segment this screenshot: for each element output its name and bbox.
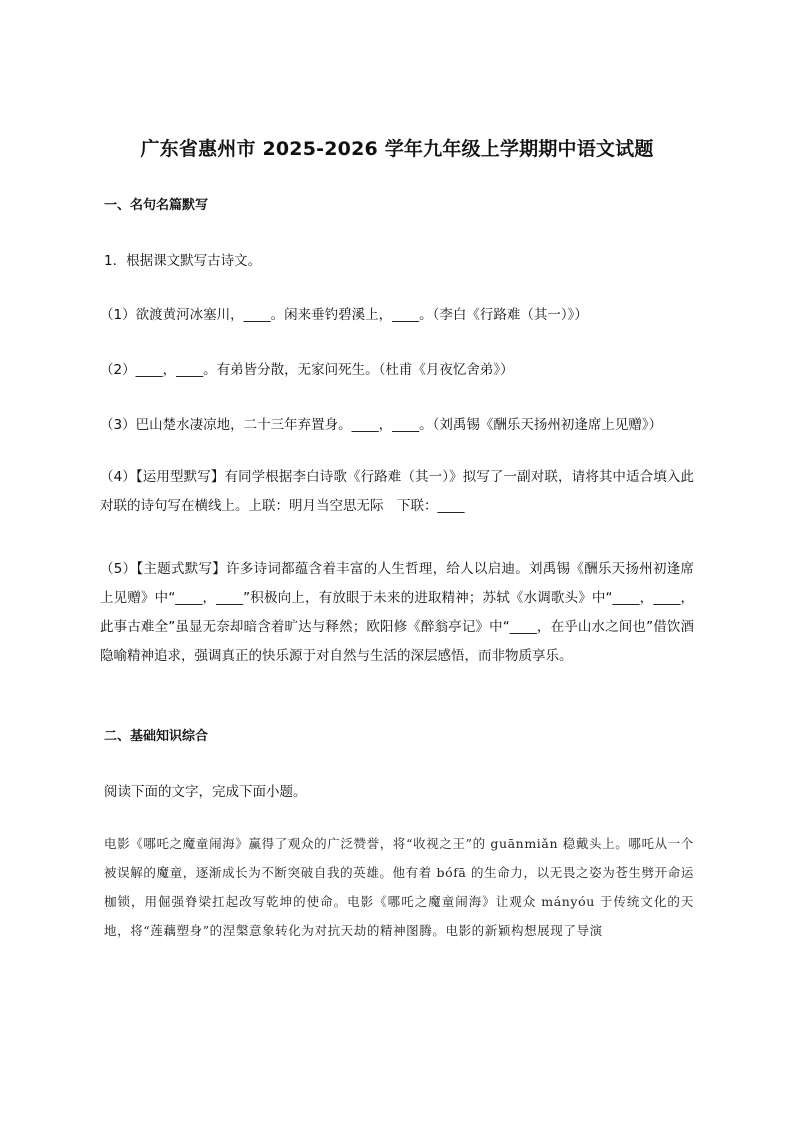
section-heading-2: 二、基础知识综合 bbox=[104, 729, 209, 744]
reading-instruction: 阅读下面的文字，完成下面小题。 bbox=[104, 784, 307, 800]
reading-passage: 电影《哪吒之魔童闹海》赢得了观众的广泛赞誉，将“收视之王”的 guānmiǎn 稳戴头上。哪吒从一个被误解的魔童，逐渐成长为不断突破自我的英雄。他有着 bófā 的生命力，以无畏之姿为苍生劈开命运枷锁，用倔强脊梁扛起改写乾坤的使命。电影《哪吒之魔童闹海》让观众 mányóu 于传统文化的天地，将“莲藕塑身”的涅槃意象转化为对抗天劫的精神图腾。电影的新颖构想展现了导演 bbox=[104, 836, 694, 938]
question-item-2: （2）____，____。有弟皆分散，无家问死生。（杜甫《月夜忆舍弟》） bbox=[100, 362, 514, 378]
page-title: 广东省惠州市 2025-2026 学年九年级上学期期中语文试题 bbox=[140, 138, 654, 160]
question-item-1: （1）欲渡黄河冰塞川，____。闲来垂钓碧溪上，____。（李白《行路难（其一）》） bbox=[100, 307, 588, 323]
question-item-4: （4）【运用型默写】有同学根据李白诗歌《行路难（其一）》拟写了一副对联，请将其中适合填入此对联的诗句写在横线上。上联：明月当空思无际 下联：____ bbox=[100, 469, 694, 514]
question-1-prompt: 1．根据课文默写古诗文。 bbox=[104, 253, 262, 269]
section-heading-1: 一、名句名篇默写 bbox=[104, 198, 209, 213]
question-item-5: （5）【主题式默写】许多诗词都蕴含着丰富的人生哲理，给人以启迪。刘禹锡《酬乐天扬州初逢席上见赠》中“____，____”积极向上，有放眼于未来的进取精神；苏轼《水调歌头》中“____，____，此事古难全”虽显无奈却暗含着旷达与释然；欧阳修《醉翁亭记》中“____，在乎山水之间也”借饮酒隐喻精神追求，强调真正的快乐源于对自然与生活的深层感悟，而非物质享乐。 bbox=[100, 561, 694, 664]
question-item-3: （3）巴山楚水凄凉地，二十三年弃置身。____，____。（刘禹锡《酬乐天扬州初逢席上见赠》） bbox=[100, 417, 663, 433]
